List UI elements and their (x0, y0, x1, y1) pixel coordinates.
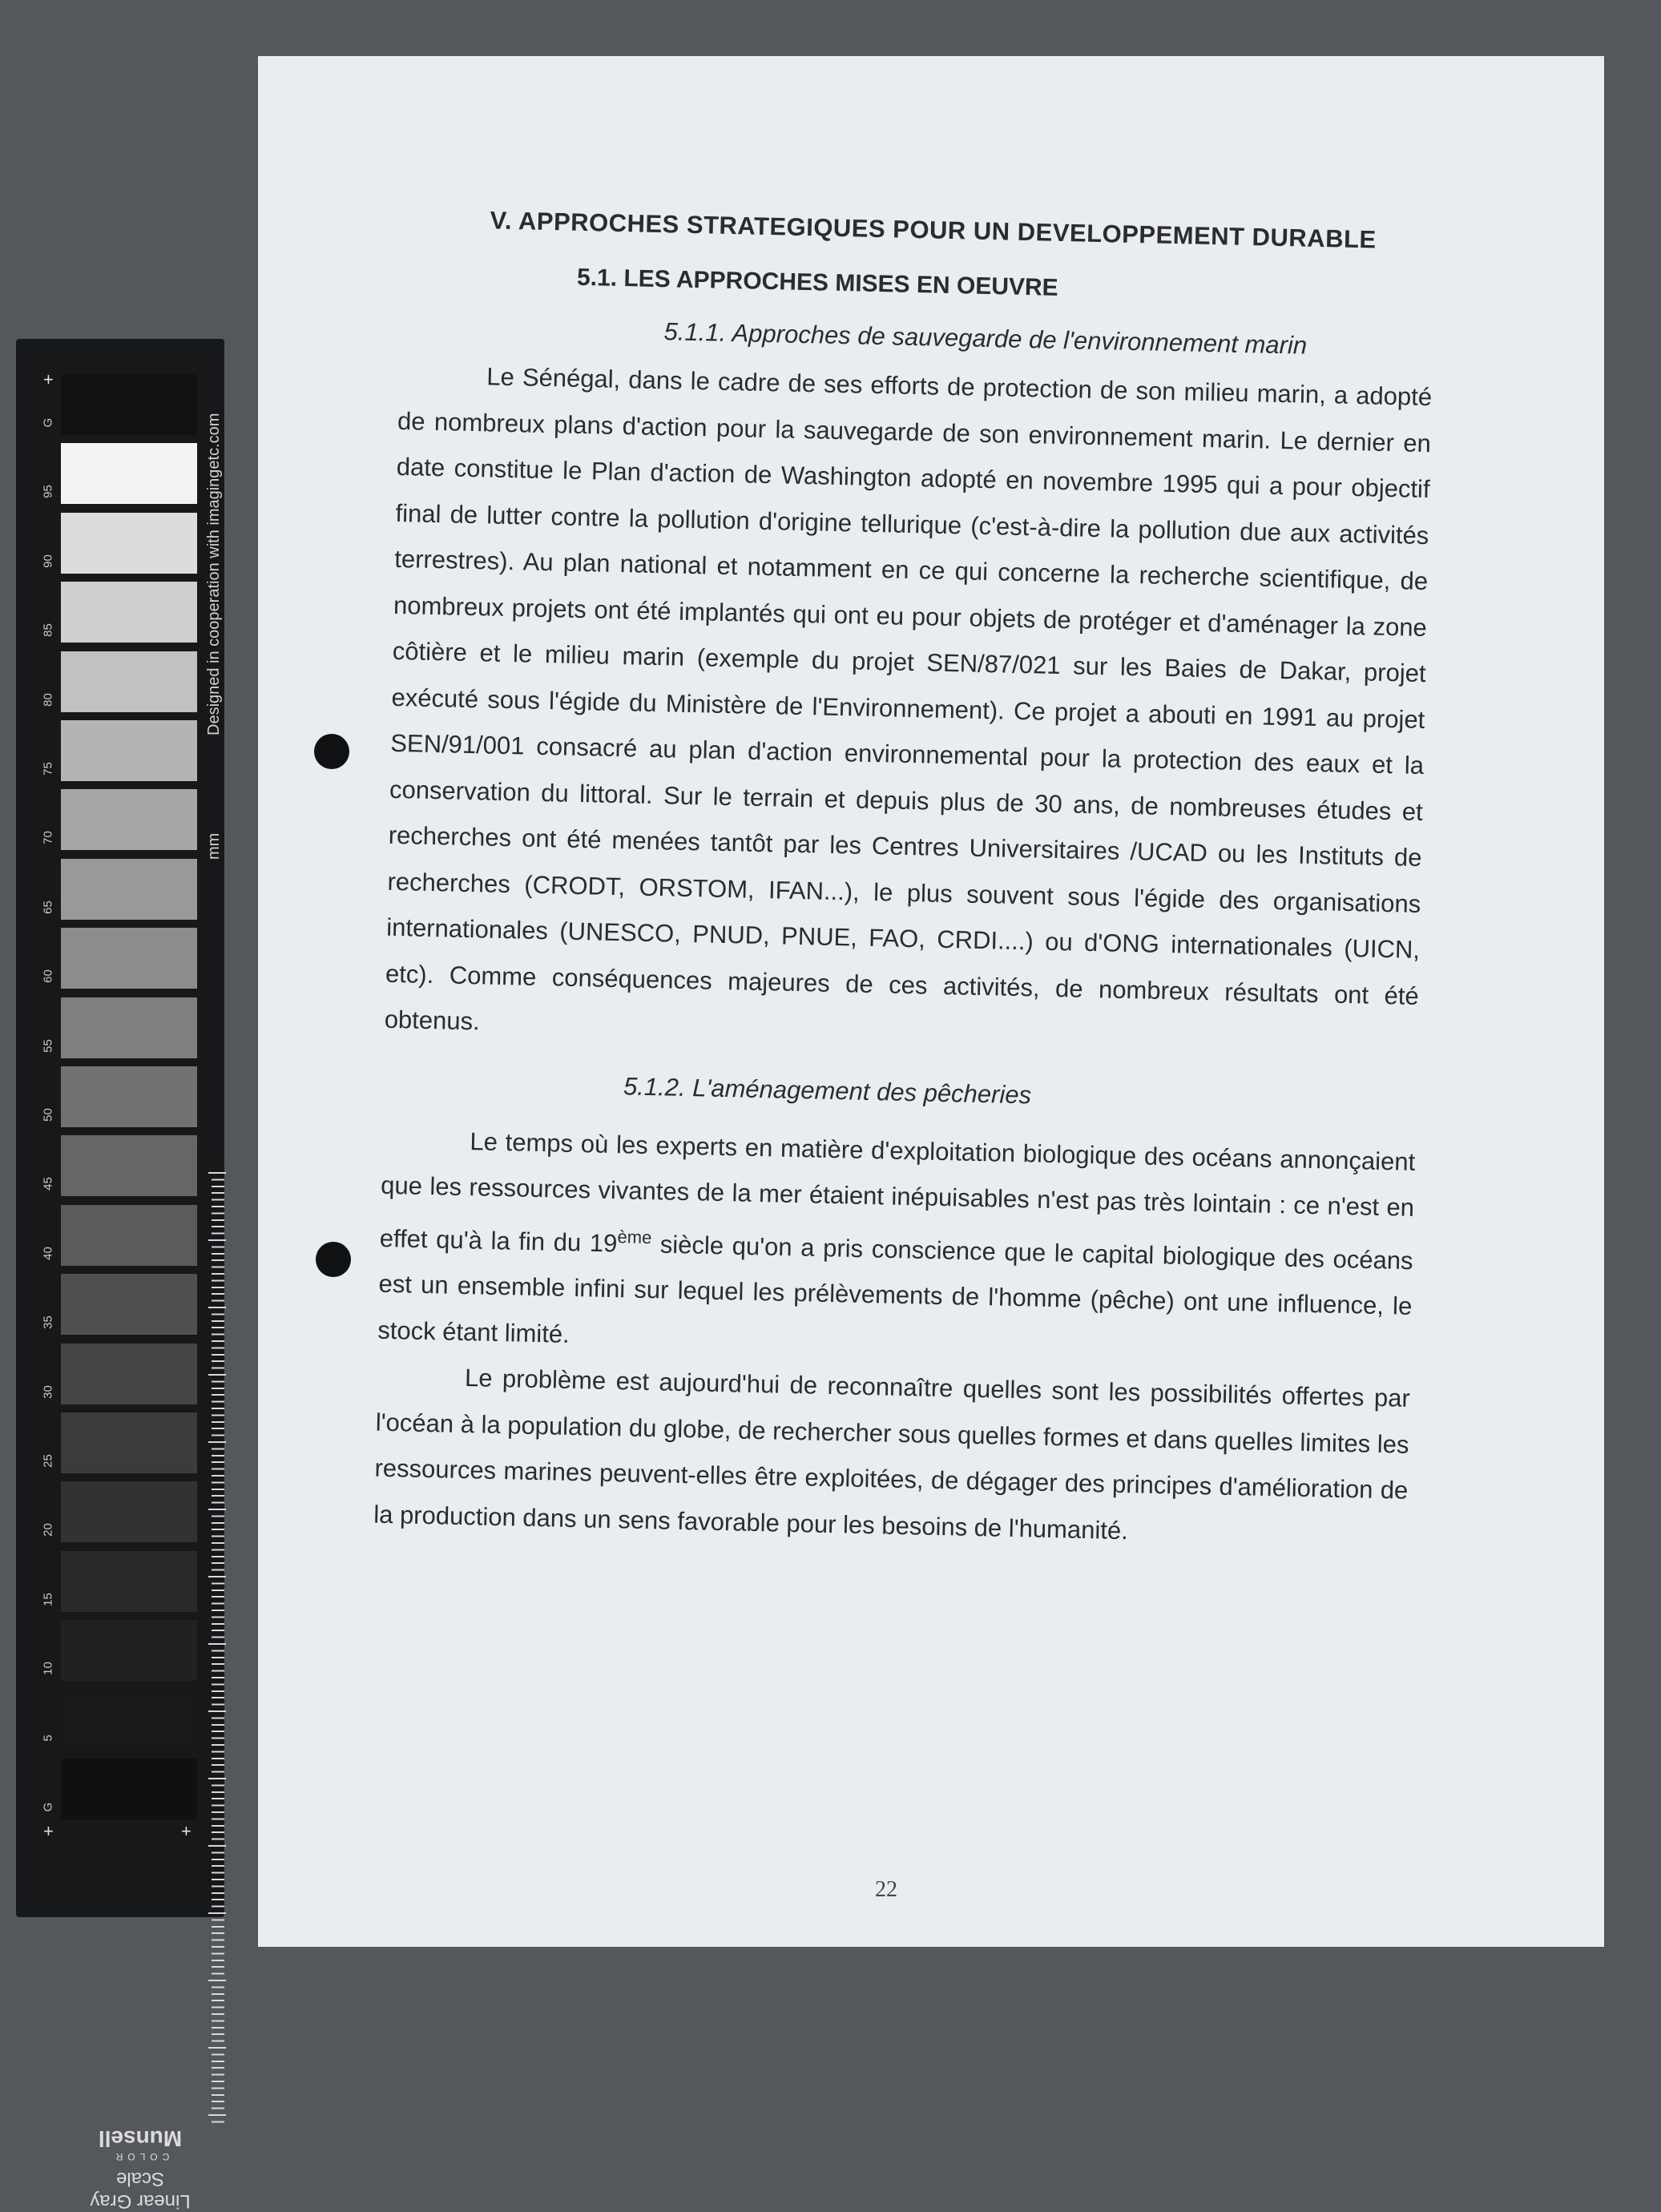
gray-patch (61, 582, 197, 643)
gray-scale-tick: 10 (41, 1662, 55, 1676)
gray-scale-tick: 20 (41, 1523, 55, 1537)
gray-scale-tick: 50 (41, 1108, 55, 1122)
munsell-logo (64, 2125, 216, 2212)
gray-patch (61, 1344, 197, 1404)
gray-scale-title: Linear Gray Scale (90, 2168, 191, 2212)
gray-scale-tick: 5 (41, 1734, 55, 1742)
paragraph (377, 1116, 1416, 1376)
gray-scale-tick: 80 (41, 692, 55, 707)
gray-patch (61, 1620, 197, 1681)
gray-scale-tick: 70 (41, 831, 55, 845)
gray-patch (61, 1135, 197, 1196)
section-heading: 5.1. LES APPROCHES MISES EN OEUVRE (576, 264, 1058, 301)
gray-scale-tick: 65 (41, 900, 55, 914)
mm-label: mm (205, 832, 223, 860)
gray-scale-tick: 75 (41, 762, 55, 776)
gray-patch (61, 1551, 197, 1612)
gray-patch (61, 720, 197, 781)
gray-patch (61, 1759, 197, 1819)
gray-scale-tick: 55 (41, 1038, 55, 1053)
page-number: 22 (875, 1877, 897, 1902)
chapter-heading: V. APPROCHES STRATEGIQUES POUR UN DEVELOPPEMENT DURABLE (490, 206, 1377, 254)
gray-scale-card (16, 339, 224, 2212)
gray-patch (61, 1066, 197, 1127)
gray-scale-tick: 30 (41, 1384, 55, 1399)
gray-patch (61, 443, 197, 504)
gray-scale-tick: 40 (41, 1246, 55, 1260)
gray-scale-tick: 25 (41, 1454, 55, 1468)
crosshair-icon: + (43, 369, 54, 389)
gray-scale-tick: G (41, 1802, 55, 1812)
gray-patch (61, 651, 197, 712)
gray-patch (61, 1205, 197, 1266)
paragraph-text: Le temps où les experts en matière d'exploitation biologique des océans annonçaient que les ressources vivantes de la mer étaient inépuisables n'est pas très lointain : ce n'est en effet qu'à la fin du 19 (379, 1126, 1416, 1257)
punch-hole (314, 734, 349, 769)
gray-scale-tick: 35 (41, 1316, 55, 1330)
gray-scale-ticks (35, 363, 61, 1821)
gray-patch (61, 513, 197, 574)
paragraph: Le Sénégal, dans le cadre de ses efforts de protection de son milieu marin, a adopté de nombreux plans d'action pour la sauvegarde de son environnement marin. Le dernier en date constitue le Plan d'action de Washington adopté en novembre 1995 qui a pour objectif final de lutter contre la pollution d'origine tellurique (c'est-à-dire la pollution due aux activités terrestres). Au plan national et notamment en ce qui concerne la recherche scientifique, de nombreux projets ont été implantés qui ont eu pour objets de protéger et d'aménager la zone côtière et le milieu marin (exemple du projet SEN/87/021 sur les Baies de Dakar, projet exécuté sous l'égide du Ministère de l'Environnement). Ce projet a abouti en 1991 au projet SEN/91/001 consacré au plan d'action environnemental pour la protection des eaux et la conservation du littoral. Sur le terrain et depuis plus de 30 ans, de nombreuses études et recherches ont été menées tantôt par les Centres Universitaires /UCAD ou les Instituts de recherches (CRODT, ORSTOM, IFAN...), le plus souvent sous l'égide des organisations internationales (UNESCO, PNUD, PNUE, FAO, CRDI....) ou d'ONG internationales (UICN, etc). Comme conséquences majeures de ces activités, de nombreux résultats ont été obtenus. (384, 362, 1433, 1036)
gray-scale-tick: 90 (41, 554, 55, 568)
gray-patch (61, 859, 197, 920)
gray-patch (61, 997, 197, 1058)
gray-scale-tick: 15 (41, 1592, 55, 1606)
gray-patch (61, 928, 197, 989)
mm-ruler-major (208, 1172, 226, 2125)
gray-patch (61, 1481, 197, 1542)
gray-patch (61, 1412, 197, 1473)
gray-scale-tick: 95 (41, 485, 55, 499)
paragraph: Le problème est aujourd'hui de reconnaître quelles sont les possibilités offertes par l'océan à la population du globe, de rechercher sous quelles formes et dans quelles limites les ressources marines peuvent-elles être exploitées, de dégager des principes d'amélioration de la production dans un sens favorable pour les besoins de l'humanité. (373, 1364, 1411, 1545)
gray-patch (61, 789, 197, 850)
subsection-heading: 5.1.2. L'aménagement des pêcheries (623, 1071, 1032, 1109)
brand-sub: COLOR (111, 2151, 170, 2162)
subsection-heading: 5.1.1. Approches de sauvegarde de l'environnement marin (663, 317, 1308, 360)
gray-scale-credit: Designed in cooperation with imagingetc.com (205, 413, 223, 735)
gray-scale-tick: G (41, 417, 55, 428)
gray-scale-tick: 60 (41, 969, 55, 984)
gray-scale-tick: 45 (41, 1177, 55, 1191)
superscript: ème (617, 1226, 652, 1247)
brand-name (64, 2125, 216, 2162)
brand-text: Munsell (98, 2126, 183, 2151)
gray-patch (61, 1690, 197, 1751)
page-content (373, 204, 1436, 1560)
punch-hole (316, 1242, 351, 1277)
paragraph-text: siècle qu'on a pris conscience que le capital biologique des océans est un ensemble infini sur lequel les prélèvements de l'homme (pêche) ont une influence, le stock étant limité. (377, 1229, 1413, 1348)
gray-patch (61, 1274, 197, 1335)
crosshair-icon: + (181, 1821, 191, 1841)
gray-patch (61, 374, 197, 435)
crosshair-icon: + (43, 1821, 54, 1841)
document-page (258, 56, 1604, 1947)
gray-scale-tick: 85 (41, 623, 55, 638)
